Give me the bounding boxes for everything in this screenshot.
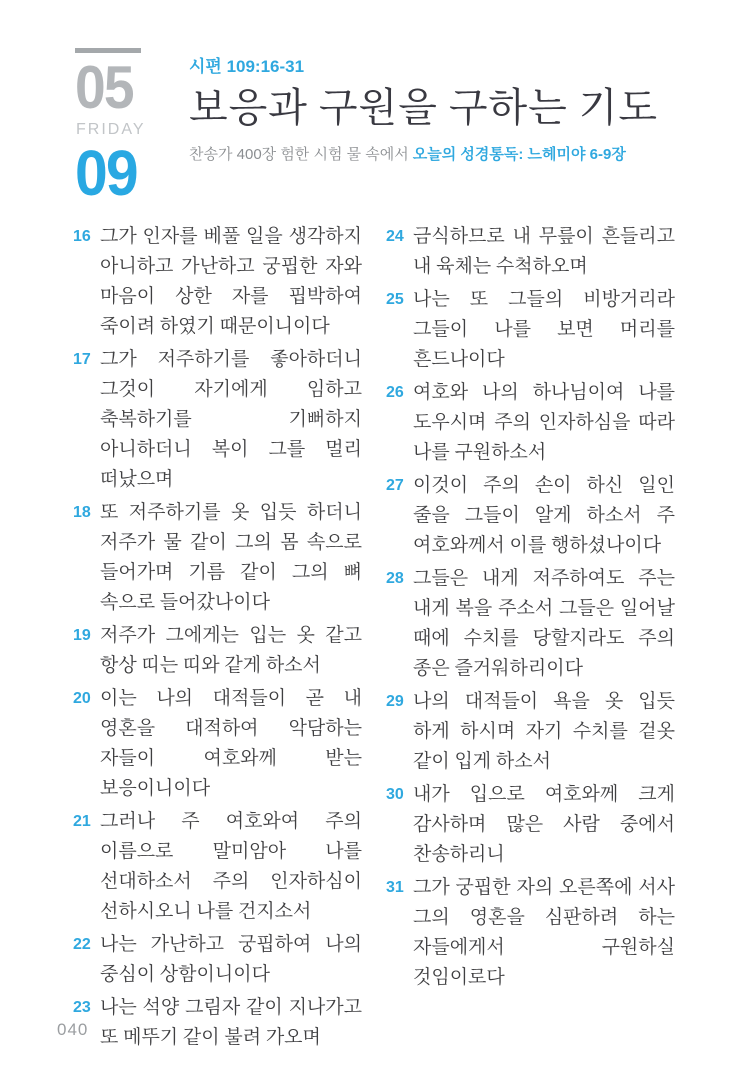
date-block	[75, 48, 185, 209]
verse-text: 그들은 내게 저주하여도 주는 내게 복을 주소서 그들은 일어날 때에 수치를 당할지라도 주의 종은 즐거워하리이다	[413, 568, 675, 679]
verse-text: 그가 저주하기를 좋아하더니 그것이 자기에게 임하고 축복하기를 기뻐하지 아니하더니 복이 그를 멀리 떠났으며	[100, 349, 362, 490]
verse-item	[386, 780, 675, 870]
verse-text: 여호와 나의 하나님이여 나를 도우시며 주의 인자하심을 따라 나를 구원하소서	[413, 382, 675, 463]
verse-text: 저주가 그에게는 입는 옷 같고 항상 띠는 띠와 같게 하소서	[100, 625, 362, 676]
verse-item	[73, 222, 362, 342]
verse-item	[73, 930, 362, 990]
verse-item	[386, 285, 675, 375]
verse-number: 28	[386, 570, 404, 587]
verse-text: 그가 인자를 베풀 일을 생각하지 아니하고 가난하고 궁핍한 자와 마음이 상한 자를 핍박하여 죽이려 하였기 때문이니이다	[100, 226, 362, 337]
verse-number: 30	[386, 786, 404, 803]
verse-column-left	[73, 222, 362, 1056]
reading-plan: 오늘의 성경통독: 느헤미야 6-9장	[412, 146, 626, 163]
verse-number: 25	[386, 291, 404, 308]
verse-number: 18	[73, 504, 91, 521]
verse-number: 16	[73, 228, 91, 245]
verse-item	[386, 564, 675, 684]
verse-item	[386, 378, 675, 468]
verse-text: 나는 석양 그림자 같이 지나가고 또 메뚜기 같이 불려 가오며	[100, 997, 362, 1048]
verse-number: 26	[386, 384, 404, 401]
verse-number: 29	[386, 693, 404, 710]
verse-text: 나는 또 그들의 비방거리라 그들이 나를 보면 머리를 흔드나이다	[413, 289, 675, 370]
verse-number: 20	[73, 690, 91, 707]
verse-item	[73, 498, 362, 618]
verse-item	[386, 222, 675, 282]
verse-number: 24	[386, 228, 404, 245]
date-divider-bar	[75, 48, 141, 53]
verse-text: 또 저주하기를 옷 입듯 하더니 저주가 물 같이 그의 몸 속으로 들어가며 기름 같이 그의 뼈 속으로 들어갔나이다	[100, 502, 362, 613]
verse-text: 그가 궁핍한 자의 오른쪽에 서사 그의 영혼을 심판하려 하는 자들에게서 구원하실 것임이로다	[413, 877, 675, 988]
verse-text: 내가 입으로 여호와께 크게 감사하며 많은 사람 중에서 찬송하리니	[413, 784, 675, 865]
passage-reference: 시편 109:16-31	[189, 57, 305, 76]
verse-text: 그러나 주 여호와여 주의 이름으로 말미암아 나를 선대하소서 주의 인자하심이 선하시오니 나를 건지소서	[100, 811, 362, 922]
verse-item	[73, 621, 362, 681]
verse-text: 금식하므로 내 무릎이 흔들리고 내 육체는 수척하오며	[413, 226, 675, 277]
verse-column-right	[386, 222, 675, 1056]
verse-number: 27	[386, 477, 404, 494]
verse-number: 31	[386, 879, 404, 896]
verse-item	[73, 684, 362, 804]
date-day: 09	[75, 137, 137, 209]
date-weekday: FRIDAY	[76, 121, 146, 138]
verse-item	[386, 873, 675, 993]
subtitle-line	[189, 143, 709, 164]
verse-text: 나는 가난하고 궁핍하여 나의 중심이 상함이니이다	[100, 934, 362, 985]
verse-item	[73, 807, 362, 927]
verse-item	[386, 471, 675, 561]
title-block	[189, 52, 709, 164]
verse-number: 21	[73, 813, 91, 830]
page-number: 040	[57, 1020, 89, 1039]
verse-number: 19	[73, 627, 91, 644]
verse-number: 17	[73, 351, 91, 368]
verse-text: 이는 나의 대적들이 곧 내 영혼을 대적하여 악담하는 자들이 여호와께 받는 보응이니이다	[100, 688, 362, 799]
verse-text: 이것이 주의 손이 하신 일인 줄을 그들이 알게 하소서 주 여호와께서 이를 행하셨나이다	[413, 475, 675, 556]
verse-item	[73, 993, 362, 1053]
verse-number: 22	[73, 936, 91, 953]
page-title: 보응과 구원을 구하는 기도	[189, 85, 659, 130]
verse-text: 나의 대적들이 욕을 옷 입듯 하게 하시며 자기 수치를 겉옷 같이 입게 하소서	[413, 691, 675, 772]
date-month: 05	[75, 54, 133, 121]
hymn-note: 찬송가 400장 험한 시험 물 속에서	[189, 146, 409, 163]
verse-body	[73, 222, 675, 1056]
verse-item	[73, 345, 362, 495]
verse-item	[386, 687, 675, 777]
verse-number: 23	[73, 999, 91, 1016]
